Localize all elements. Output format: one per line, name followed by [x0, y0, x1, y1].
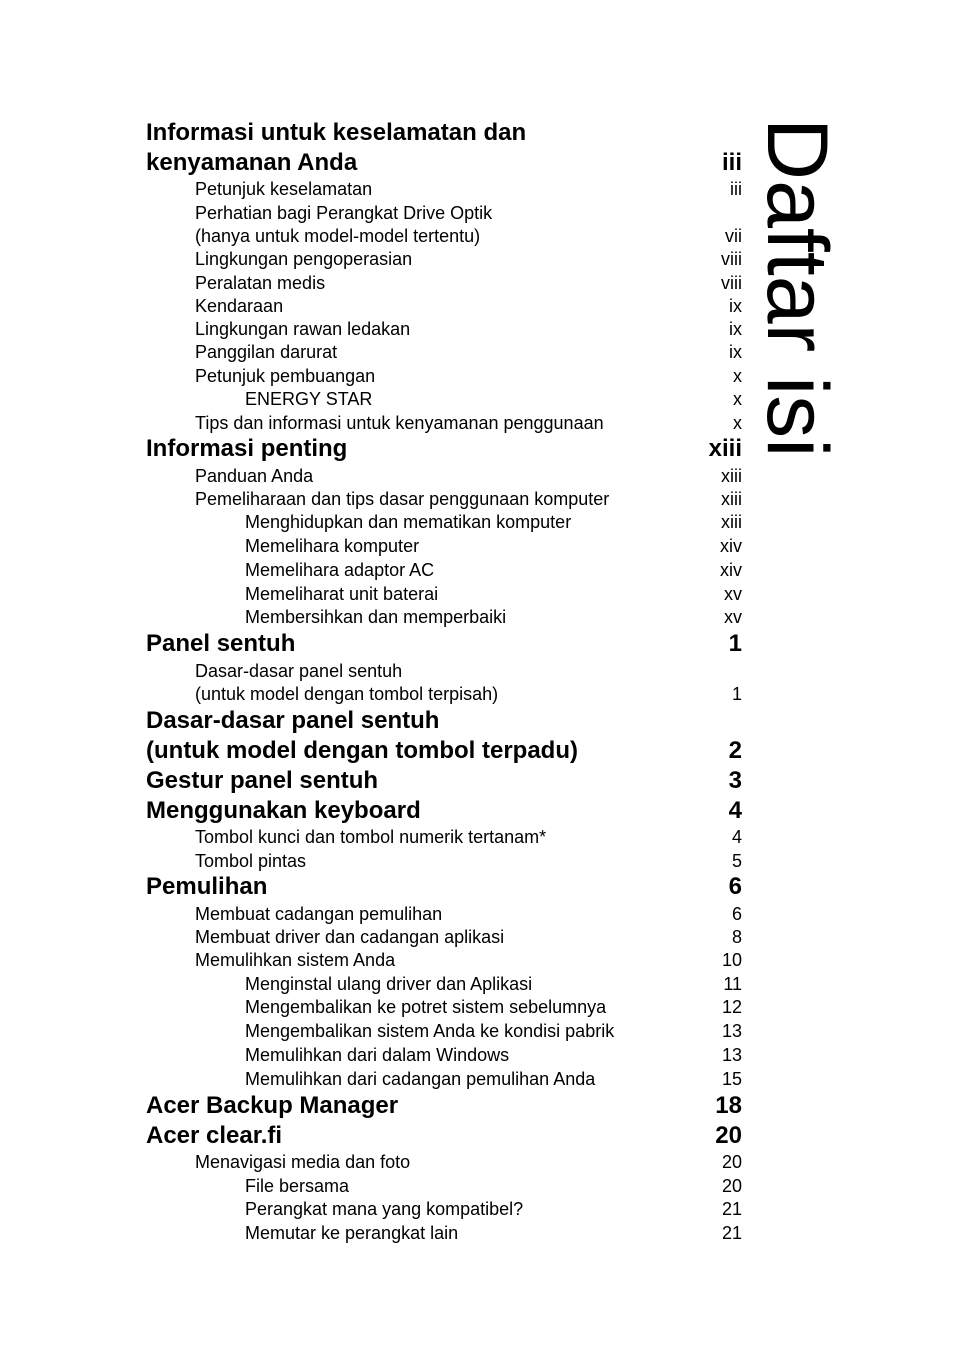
toc-entry[interactable] [0, 535, 954, 558]
toc-entry[interactable] [0, 1091, 954, 1121]
toc-entry-page: 2 [728, 737, 742, 764]
toc-entry[interactable] [0, 996, 954, 1019]
toc-entry-title: Acer clear.fi [146, 1122, 283, 1149]
toc-entry[interactable] [0, 926, 954, 949]
toc-entry-page: ix [729, 319, 742, 339]
toc-entry-page: xiv [720, 560, 742, 580]
toc-entry[interactable] [0, 766, 954, 796]
toc-entry[interactable] [0, 606, 954, 629]
toc-entry-page: x [733, 413, 742, 433]
toc-entry[interactable] [0, 465, 954, 488]
toc-entry[interactable] [0, 1151, 954, 1174]
toc-entry[interactable] [0, 903, 954, 926]
toc-entry[interactable] [0, 1222, 954, 1245]
toc-entry-title: Panduan Anda [195, 466, 314, 486]
toc-entry[interactable] [0, 850, 954, 873]
toc-entry-title: Kendaraan [195, 296, 284, 316]
toc-entry-title: Tips dan informasi untuk kenyamanan penggunaan [195, 413, 604, 433]
toc-entry-title: kenyamanan Anda [146, 149, 358, 176]
toc-entry-title: Petunjuk keselamatan [195, 179, 373, 199]
toc-entry[interactable] [0, 583, 954, 606]
toc-entry-page: 13 [721, 1021, 742, 1041]
toc-entry-title: Petunjuk pembuangan [195, 366, 376, 386]
toc-entry-title: Informasi penting [146, 435, 348, 462]
toc-entry[interactable] [0, 559, 954, 582]
toc-entry-page: xv [724, 607, 742, 627]
toc-entry-title: Gestur panel sentuh [146, 767, 379, 794]
toc-entry-page: 20 [715, 1122, 742, 1149]
toc-entry-title: Menggunakan keyboard [146, 797, 421, 824]
toc-entry[interactable] [0, 488, 954, 511]
toc-entry-title: Pemulihan [146, 873, 268, 900]
toc-entry-page: x [733, 389, 742, 409]
toc-entry-page: iii [730, 179, 742, 199]
toc-entry-page: 4 [731, 827, 742, 847]
toc-entry-title: Dasar-dasar panel sentuh [195, 661, 403, 681]
toc-entry-page: 20 [721, 1176, 742, 1196]
toc-entry-title: Membuat cadangan pemulihan [195, 904, 443, 924]
toc-entry-page: 10 [721, 950, 742, 970]
toc-entry[interactable] [0, 1068, 954, 1091]
toc-entry-title: Dasar-dasar panel sentuh [146, 707, 440, 734]
toc-entry-title: (untuk model dengan tombol terpadu) [146, 737, 578, 764]
toc-entry-page: xiii [721, 489, 742, 509]
toc-entry-title: Perhatian bagi Perangkat Drive Optik [195, 203, 493, 223]
toc-entry-page: 12 [721, 997, 742, 1017]
toc-entry-page: vii [725, 226, 742, 246]
toc-entry[interactable] [0, 683, 954, 706]
toc-entry-title: Menginstal ulang driver dan Aplikasi [245, 974, 533, 994]
toc-entry[interactable] [0, 872, 954, 902]
toc-entry[interactable] [0, 949, 954, 972]
toc-entry-page: 11 [723, 974, 742, 994]
toc-entry-page: ix [729, 342, 742, 362]
toc-entry[interactable] [0, 1020, 954, 1043]
toc-entry-title: Membersihkan dan memperbaiki [245, 607, 507, 627]
toc-entry-title: Memeliharat unit baterai [245, 584, 439, 604]
toc-entry-title: Membuat driver dan cadangan aplikasi [195, 927, 505, 947]
toc-entry[interactable] [0, 736, 954, 766]
toc-entry-title: Menghidupkan dan mematikan komputer [245, 512, 572, 532]
toc-entry-title: Memulihkan sistem Anda [195, 950, 396, 970]
toc-entry-page: xv [724, 584, 742, 604]
toc-entry-page: viii [721, 249, 742, 269]
toc-entry-title: Informasi untuk keselamatan dan [146, 119, 527, 146]
toc-entry-title: Peralatan medis [195, 273, 326, 293]
toc-entry[interactable] [0, 1198, 954, 1221]
toc-entry-page: 21 [721, 1223, 742, 1243]
toc-entry-page: 18 [715, 1092, 742, 1119]
toc-entry[interactable] [0, 826, 954, 849]
toc-entry-title: Memutar ke perangkat lain [245, 1223, 459, 1243]
toc-entry-title: Memulihkan dari cadangan pemulihan Anda [245, 1069, 596, 1089]
toc-entry[interactable] [0, 511, 954, 534]
toc-entry-page: 6 [731, 904, 742, 924]
toc-entry-page: 6 [728, 873, 742, 900]
toc-entry-title: Memulihkan dari dalam Windows [245, 1045, 510, 1065]
toc-entry-page: 1 [731, 684, 742, 704]
toc-entry-title: File bersama [245, 1176, 350, 1196]
toc-entry-page: xiii [708, 435, 742, 462]
toc-entry-page: 4 [728, 797, 742, 824]
toc-entry-title: Tombol kunci dan tombol numerik tertanam* [195, 827, 547, 847]
toc-entry-title: (untuk model dengan tombol terpisah) [195, 684, 499, 704]
toc-entry-title: Memelihara adaptor AC [245, 560, 435, 580]
toc-entry-page: xiii [721, 466, 742, 486]
toc-entry-title: Memelihara komputer [245, 536, 420, 556]
toc-entry-title: Tombol pintas [195, 851, 307, 871]
toc-entry-page: iii [721, 149, 742, 176]
toc-entry-title: Menavigasi media dan foto [195, 1152, 411, 1172]
toc-entry-page: x [733, 366, 742, 386]
toc-entry-title: Acer Backup Manager [146, 1092, 399, 1119]
toc-entry-title: Lingkungan pengoperasian [195, 249, 413, 269]
toc-entry-page: 1 [728, 630, 742, 657]
toc-entry-title: Pemeliharaan dan tips dasar penggunaan komputer [195, 489, 610, 509]
toc-entry[interactable] [0, 1044, 954, 1067]
toc-entry[interactable] [0, 1121, 954, 1151]
toc-entry-title: Mengembalikan ke potret sistem sebelumnya [245, 997, 607, 1017]
toc-entry-page: 8 [731, 927, 742, 947]
toc-entry-page: viii [721, 273, 742, 293]
page-title: Daftar isi [749, 118, 845, 458]
toc-entry-title: ENERGY STAR [245, 389, 373, 409]
toc-entry-page: 3 [728, 767, 742, 794]
toc-entry-page: 15 [721, 1069, 742, 1089]
toc-entry[interactable] [0, 706, 954, 736]
toc-entry-page: ix [729, 296, 742, 316]
toc-entry-page: 5 [731, 851, 742, 871]
toc-entry-page: 13 [721, 1045, 742, 1065]
toc-entry[interactable] [0, 973, 954, 996]
toc-entry[interactable] [0, 629, 954, 659]
toc-entry[interactable] [0, 1175, 954, 1198]
toc-entry-page: 20 [721, 1152, 742, 1172]
toc-entry-page: xiii [721, 512, 742, 532]
toc-entry-page: 21 [721, 1199, 742, 1219]
toc-entry-title: (hanya untuk model-model tertentu) [195, 226, 481, 246]
toc-entry-title: Panel sentuh [146, 630, 296, 657]
toc-entry[interactable] [0, 796, 954, 826]
toc-entry-title: Lingkungan rawan ledakan [195, 319, 411, 339]
toc-entry-title: Mengembalikan sistem Anda ke kondisi pabrik [245, 1021, 615, 1041]
toc-entry[interactable] [0, 660, 954, 683]
toc-entry-title: Panggilan darurat [195, 342, 338, 362]
toc-entry-page: xiv [720, 536, 742, 556]
toc-entry-title: Perangkat mana yang kompatibel? [245, 1199, 524, 1219]
